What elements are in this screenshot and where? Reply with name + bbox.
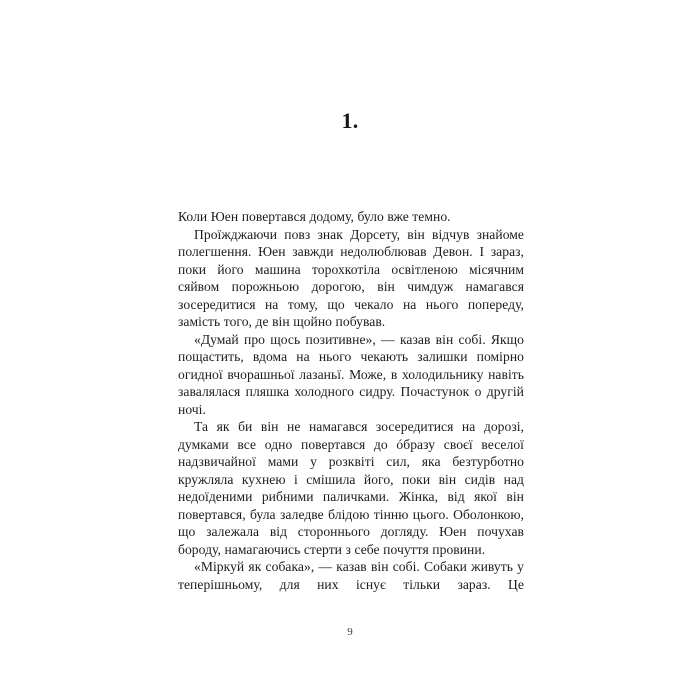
paragraph-1: Коли Юен повертався додому, було вже темно. xyxy=(178,209,451,224)
paragraph-4: Та як би він не намагався зосередитися на дорозі, думками все одно повертався до óбразу своєї веселої надзвичайної мами у розквіті сил, яка безтурботно кружляла кухнею і смішила його, поки він сидів над недоїденими рибними паличками. Жінка, від якої він повертався, була заледве блідою тінню цього. Оболонкою, що залежала від стороннього догляду. Юен почухав бороду, намагаючись стерти з себе почуття провини. xyxy=(178,419,524,557)
chapter-number-heading: 1. xyxy=(341,108,359,133)
paragraph-2: Проїжджаючи повз знак Дорсету, він відчув знайоме полегшення. Юен завжди недолюблював Девон. І зараз, поки його машина торохкотіла освітленою місячним сяйвом порожньою дорогою, він чимдуж намагався зосередитися на тому, що чекало на нього попереду, замість того, де він щойно побував. xyxy=(178,226,524,329)
paragraph-5: «Міркуй як собака», — казав він собі. Собаки живуть у теперішньому, для них існує тільки зараз. Це xyxy=(178,559,524,592)
paragraph-3: «Думай про щось позитивне», — казав він собі. Якщо пощастить, вдома на нього чекають залишки помірно огидної вчорашньої лазаньї. Може, в холодильнику навіть завалялася пляшка холодного сидру. Почастунок о другій ночі. xyxy=(178,331,524,417)
body-text-block xyxy=(178,208,524,593)
page-number: 9 xyxy=(347,626,353,638)
